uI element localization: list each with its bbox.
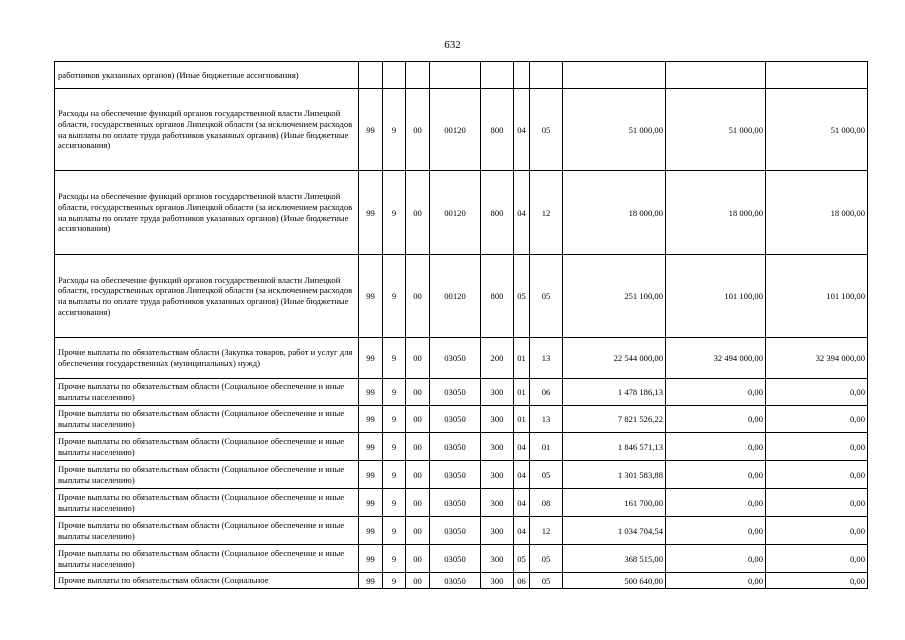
table-row <box>55 379 868 406</box>
amount-cell: 0,00 <box>766 489 868 517</box>
code-cell: 99 <box>359 545 383 573</box>
code-cell: 13 <box>530 338 563 379</box>
amount-cell: 51 000,00 <box>766 89 868 171</box>
code-cell <box>481 62 514 89</box>
code-cell: 04 <box>514 489 530 517</box>
code-cell: 04 <box>514 433 530 461</box>
code-cell: 00 <box>406 338 430 379</box>
code-cell: 00120 <box>430 255 481 338</box>
code-cell: 03050 <box>430 461 481 489</box>
amount-cell <box>563 62 666 89</box>
code-cell: 00 <box>406 433 430 461</box>
code-cell <box>359 62 383 89</box>
code-cell: 9 <box>383 489 406 517</box>
code-cell: 9 <box>383 517 406 545</box>
row-description: Прочие выплаты по обязательствам области (Социальное обеспечение и иные выплаты населению) <box>55 517 359 545</box>
code-cell: 00 <box>406 461 430 489</box>
table-row <box>55 461 868 489</box>
code-cell: 9 <box>383 545 406 573</box>
amount-cell: 500 640,00 <box>563 573 666 589</box>
code-cell: 03050 <box>430 338 481 379</box>
table-row <box>55 406 868 433</box>
code-cell: 01 <box>530 433 563 461</box>
amount-cell <box>766 62 868 89</box>
code-cell: 01 <box>514 406 530 433</box>
amount-cell: 51 000,00 <box>666 89 766 171</box>
row-description: Расходы на обеспечение функций органов государственной власти Липецкой области, государственных органов Липецкой области (за исключением расходов на выплаты по оплате труда работников указанных органов) (Иные бюджетные ассигнования) <box>55 255 359 338</box>
amount-cell: 32 494 000,00 <box>666 338 766 379</box>
code-cell <box>406 62 430 89</box>
code-cell: 12 <box>530 171 563 255</box>
code-cell: 04 <box>514 461 530 489</box>
code-cell: 99 <box>359 171 383 255</box>
code-cell: 300 <box>481 461 514 489</box>
code-cell: 00120 <box>430 89 481 171</box>
amount-cell: 0,00 <box>766 517 868 545</box>
code-cell: 06 <box>530 379 563 406</box>
amount-cell: 18 000,00 <box>666 171 766 255</box>
amount-cell: 368 515,00 <box>563 545 666 573</box>
code-cell: 00 <box>406 517 430 545</box>
code-cell: 12 <box>530 517 563 545</box>
code-cell: 99 <box>359 517 383 545</box>
table-row <box>55 255 868 338</box>
code-cell: 00 <box>406 89 430 171</box>
code-cell: 00 <box>406 573 430 589</box>
code-cell: 9 <box>383 255 406 338</box>
row-description: Прочие выплаты по обязательствам области (Закупка товаров, работ и услуг для обеспечения государственных (муниципальных) нужд) <box>55 338 359 379</box>
code-cell: 05 <box>514 545 530 573</box>
amount-cell <box>666 62 766 89</box>
code-cell: 05 <box>530 89 563 171</box>
code-cell: 9 <box>383 171 406 255</box>
code-cell: 00 <box>406 406 430 433</box>
amount-cell: 101 100,00 <box>666 255 766 338</box>
row-description: Расходы на обеспечение функций органов государственной власти Липецкой области, государственных органов Липецкой области (за исключением расходов на выплаты по оплате труда работников указанных органов) (Иные бюджетные ассигнования) <box>55 171 359 255</box>
code-cell: 99 <box>359 461 383 489</box>
code-cell: 9 <box>383 573 406 589</box>
amount-cell: 0,00 <box>666 379 766 406</box>
code-cell <box>383 62 406 89</box>
code-cell: 9 <box>383 379 406 406</box>
amount-cell: 1 478 186,13 <box>563 379 666 406</box>
amount-cell: 0,00 <box>666 433 766 461</box>
amount-cell: 0,00 <box>666 489 766 517</box>
code-cell: 800 <box>481 89 514 171</box>
amount-cell: 51 000,00 <box>563 89 666 171</box>
amount-cell: 101 100,00 <box>766 255 868 338</box>
amount-cell: 0,00 <box>766 406 868 433</box>
code-cell: 03050 <box>430 573 481 589</box>
code-cell: 9 <box>383 89 406 171</box>
code-cell: 300 <box>481 379 514 406</box>
amount-cell: 32 394 000,00 <box>766 338 868 379</box>
code-cell: 9 <box>383 338 406 379</box>
table-row <box>55 62 868 89</box>
code-cell: 9 <box>383 461 406 489</box>
code-cell: 00 <box>406 489 430 517</box>
amount-cell: 22 544 000,00 <box>563 338 666 379</box>
code-cell: 06 <box>514 573 530 589</box>
table-row <box>55 545 868 573</box>
amount-cell: 0,00 <box>766 379 868 406</box>
table-row <box>55 517 868 545</box>
code-cell: 04 <box>514 517 530 545</box>
table-row <box>55 89 868 171</box>
code-cell: 03050 <box>430 545 481 573</box>
code-cell <box>430 62 481 89</box>
code-cell: 00120 <box>430 171 481 255</box>
code-cell: 300 <box>481 433 514 461</box>
code-cell: 05 <box>530 545 563 573</box>
amount-cell: 0,00 <box>666 573 766 589</box>
amount-cell: 251 100,00 <box>563 255 666 338</box>
row-description: Прочие выплаты по обязательствам области (Социальное обеспечение и иные выплаты населению) <box>55 379 359 406</box>
table-row <box>55 573 868 589</box>
row-description: Прочие выплаты по обязательствам области (Социальное обеспечение и иные выплаты населению) <box>55 433 359 461</box>
code-cell: 03050 <box>430 406 481 433</box>
code-cell: 99 <box>359 89 383 171</box>
table-row <box>55 338 868 379</box>
code-cell: 200 <box>481 338 514 379</box>
budget-table <box>54 61 868 589</box>
amount-cell: 0,00 <box>766 461 868 489</box>
code-cell: 300 <box>481 406 514 433</box>
code-cell: 00 <box>406 171 430 255</box>
table-row <box>55 489 868 517</box>
amount-cell: 1 034 704,54 <box>563 517 666 545</box>
row-description: Прочие выплаты по обязательствам области (Социальное <box>55 573 359 589</box>
code-cell: 05 <box>530 461 563 489</box>
amount-cell: 18 000,00 <box>766 171 868 255</box>
code-cell: 300 <box>481 489 514 517</box>
code-cell: 00 <box>406 545 430 573</box>
code-cell: 800 <box>481 171 514 255</box>
code-cell: 13 <box>530 406 563 433</box>
code-cell: 99 <box>359 379 383 406</box>
amount-cell: 0,00 <box>666 461 766 489</box>
amount-cell: 0,00 <box>766 433 868 461</box>
amount-cell: 0,00 <box>666 517 766 545</box>
amount-cell: 7 821 526,22 <box>563 406 666 433</box>
code-cell: 99 <box>359 255 383 338</box>
code-cell: 05 <box>514 255 530 338</box>
code-cell: 300 <box>481 545 514 573</box>
code-cell: 300 <box>481 573 514 589</box>
code-cell: 00 <box>406 255 430 338</box>
row-description: Расходы на обеспечение функций органов государственной власти Липецкой области, государственных органов Липецкой области (за исключением расходов на выплаты по оплате труда работников указанных органов) (Иные бюджетные ассигнования) <box>55 89 359 171</box>
page-number: 632 <box>444 39 461 51</box>
amount-cell: 1 301 583,88 <box>563 461 666 489</box>
table-row <box>55 171 868 255</box>
code-cell: 300 <box>481 517 514 545</box>
code-cell: 01 <box>514 338 530 379</box>
code-cell: 05 <box>530 573 563 589</box>
code-cell: 03050 <box>430 517 481 545</box>
row-description: Прочие выплаты по обязательствам области (Социальное обеспечение и иные выплаты населению) <box>55 545 359 573</box>
code-cell: 08 <box>530 489 563 517</box>
code-cell: 04 <box>514 89 530 171</box>
code-cell: 03050 <box>430 433 481 461</box>
code-cell: 03050 <box>430 489 481 517</box>
code-cell: 05 <box>530 255 563 338</box>
code-cell: 9 <box>383 406 406 433</box>
code-cell <box>530 62 563 89</box>
code-cell: 99 <box>359 338 383 379</box>
amount-cell: 0,00 <box>666 406 766 433</box>
amount-cell: 161 700,00 <box>563 489 666 517</box>
amount-cell: 0,00 <box>766 573 868 589</box>
row-description: Прочие выплаты по обязательствам области (Социальное обеспечение и иные выплаты населению) <box>55 461 359 489</box>
code-cell: 99 <box>359 406 383 433</box>
code-cell: 01 <box>514 379 530 406</box>
row-description: Прочие выплаты по обязательствам области (Социальное обеспечение и иные выплаты населению) <box>55 406 359 433</box>
amount-cell: 0,00 <box>666 545 766 573</box>
amount-cell: 1 846 571,13 <box>563 433 666 461</box>
code-cell: 03050 <box>430 379 481 406</box>
amount-cell: 18 000,00 <box>563 171 666 255</box>
row-description: работников указанных органов) (Иные бюджетные ассигнования) <box>55 62 359 89</box>
amount-cell: 0,00 <box>766 545 868 573</box>
code-cell: 9 <box>383 433 406 461</box>
table-row <box>55 433 868 461</box>
code-cell: 99 <box>359 573 383 589</box>
code-cell: 800 <box>481 255 514 338</box>
code-cell: 99 <box>359 489 383 517</box>
row-description: Прочие выплаты по обязательствам области (Социальное обеспечение и иные выплаты населению) <box>55 489 359 517</box>
code-cell: 99 <box>359 433 383 461</box>
code-cell: 00 <box>406 379 430 406</box>
code-cell: 04 <box>514 171 530 255</box>
code-cell <box>514 62 530 89</box>
